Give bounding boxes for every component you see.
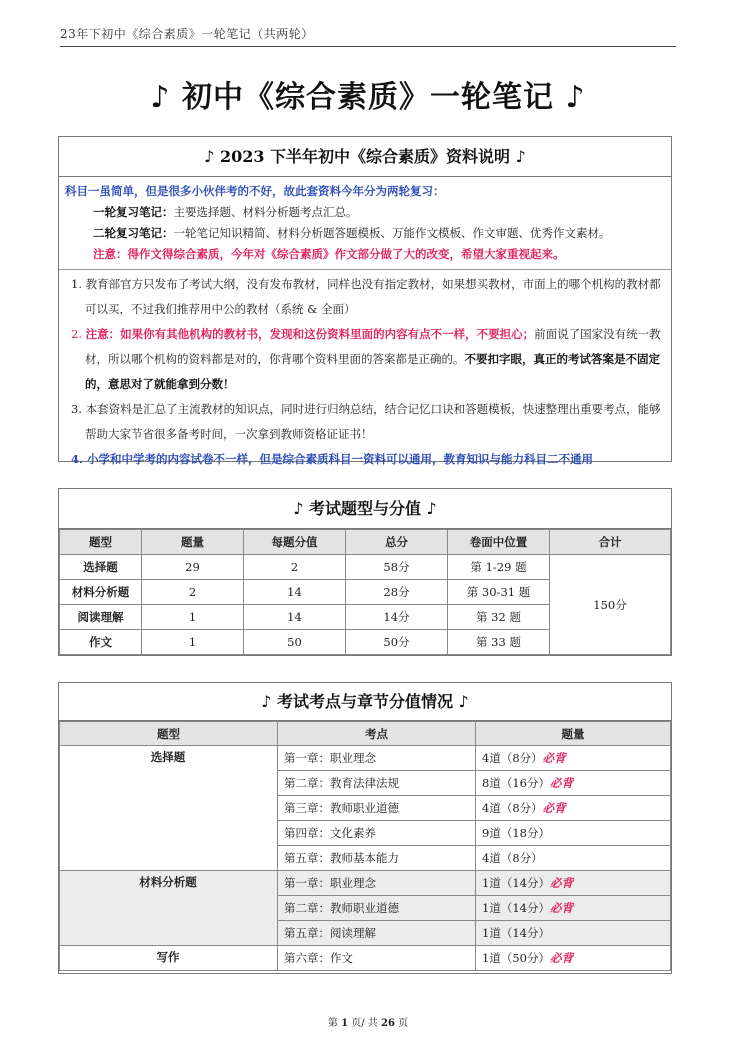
chapter-count: 4道（8分）: [482, 751, 543, 765]
score-cell: 14分: [346, 605, 448, 630]
review-rounds-section: [59, 177, 671, 270]
table-row: [60, 871, 671, 896]
chapter-count: 1道（14分）: [482, 926, 550, 940]
intro-box: [58, 136, 672, 466]
must-memorize-tag: 必背: [542, 801, 566, 815]
must-memorize-tag: 必背: [542, 751, 566, 765]
note-item-1: 1. 教育部官方只发布了考试大纲，没有发布教材，同样也没有指定教材，如果想买教材，市面上的哪个机构的教材都可以买，不过我们推荐用中公的教材（系统 & 全面）: [71, 277, 661, 316]
footer-total-pages: 26: [380, 1018, 395, 1029]
chapter-count: 9道（18分）: [482, 826, 550, 840]
chapter-point-cell: 第二章：教育法律法规: [278, 771, 476, 796]
score-total: 150分: [550, 555, 671, 655]
page-header: 23年下初中《综合素质》一轮笔记（共两轮）: [60, 25, 676, 47]
score-cell: 1: [142, 605, 244, 630]
score-col-header: 题型: [60, 530, 142, 555]
round1-line: [65, 202, 665, 223]
note-item-2: [65, 322, 665, 397]
page-title: ♪ 初中《综合素质》一轮笔记 ♪: [150, 80, 586, 115]
score-table-title: ♪ 考试题型与分值 ♪: [59, 489, 671, 529]
chapter-count-cell: [476, 771, 671, 796]
score-col-header: 总分: [346, 530, 448, 555]
score-cell: 50分: [346, 630, 448, 655]
chapter-point-cell: 第六章：作文: [278, 946, 476, 971]
score-col-header: 合计: [550, 530, 671, 555]
note-item-2-emphasis: 不要扣字眼，真正的考试答案是不固定的，意思对了就能拿到分数！: [85, 352, 660, 391]
chapter-count-cell: [476, 746, 671, 771]
chapter-count-cell: [476, 846, 671, 871]
page-footer: [0, 1014, 736, 1029]
chapter-col-header: 题量: [476, 722, 671, 746]
note-item-4: 4. 小学和中学考的内容试卷不一样，但是综合素质科目一资料可以通用，教育知识与能力科目二不通用: [71, 452, 594, 466]
table-row: [60, 555, 671, 580]
intro-lead: 科目一虽简单，但是很多小伙伴考的不好，故此套资料今年分为两轮复习：: [65, 184, 445, 198]
score-cell: 第 1-29 题: [448, 555, 550, 580]
must-memorize-tag: 必背: [549, 876, 573, 890]
chapter-count: 1道（14分）: [482, 901, 550, 915]
score-cell: 14: [244, 605, 346, 630]
chapter-point-cell: 第一章：职业理念: [278, 871, 476, 896]
note-item-3: 3. 本套资料是汇总了主流教材的知识点，同时进行归纳总结，结合记忆口诀和答题模板，快速整理出重要考点，能够帮助大家节省很多备考时间，一次拿到教师资格证证书！: [71, 402, 661, 441]
score-cell: 1: [142, 630, 244, 655]
chapter-count: 1道（50分）: [482, 951, 550, 965]
score-table: [59, 529, 671, 655]
chapter-count: 8道（16分）: [482, 776, 550, 790]
note-item-2-num: 2.: [71, 327, 86, 341]
chapter-point-cell: 第三章：教师职业道德: [278, 796, 476, 821]
score-cell: 29: [142, 555, 244, 580]
chapter-point-cell: 第一章：职业理念: [278, 746, 476, 771]
score-cell: 58分: [346, 555, 448, 580]
chapter-point-cell: 第五章：阅读理解: [278, 921, 476, 946]
chapter-count-cell: [476, 821, 671, 846]
chapter-type-cell: 选择题: [60, 746, 278, 871]
score-cell-type: 作文: [60, 630, 142, 655]
chapter-point-cell: 第四章：文化素养: [278, 821, 476, 846]
must-memorize-tag: 必背: [549, 951, 573, 965]
score-cell: 第 33 题: [448, 630, 550, 655]
table-row: [60, 946, 671, 971]
round2-text: 一轮笔记知识精简、材料分析题答题模板、万能作文模板、作文审题、优秀作文素材。: [173, 226, 611, 240]
chapter-count: 4道（8分）: [482, 851, 543, 865]
round1-text: 主要选择题、材料分析题考点汇总。: [173, 205, 358, 219]
score-cell: 第 30-31 题: [448, 580, 550, 605]
chapter-count: 4道（8分）: [482, 801, 543, 815]
score-table-box: [58, 488, 672, 656]
score-col-header: 卷面中位置: [448, 530, 550, 555]
chapter-table: [59, 721, 671, 971]
score-cell-type: 选择题: [60, 555, 142, 580]
note-item-2-warning: 注意：如果你有其他机构的教材书，发现和这份资料里面的内容有点不一样，不要担心；: [85, 327, 535, 341]
chapter-table-title: ♪ 考试考点与章节分值情况 ♪: [59, 683, 671, 721]
chapter-type-cell: 材料分析题: [60, 871, 278, 946]
chapter-count-cell: [476, 896, 671, 921]
chapter-table-box: [58, 682, 672, 974]
chapter-point-cell: 第五章：教师基本能力: [278, 846, 476, 871]
round1-label: 一轮复习笔记：: [93, 205, 174, 219]
score-cell-type: 阅读理解: [60, 605, 142, 630]
chapter-count-cell: [476, 921, 671, 946]
round2-line: [65, 223, 665, 244]
footer-page-number: 1: [341, 1018, 349, 1029]
chapter-point-cell: 第二章：教师职业道德: [278, 896, 476, 921]
round2-label: 二轮复习笔记：: [93, 226, 174, 240]
must-memorize-tag: 必背: [549, 776, 573, 790]
note-item-2-text: 前面说了国家没有统一教材，所以哪个机构的资料都是对的，你背哪个资料里面的答案都是正确的。: [85, 327, 661, 366]
chapter-count-cell: [476, 946, 671, 971]
score-cell: 28分: [346, 580, 448, 605]
score-col-header: 每题分值: [244, 530, 346, 555]
chapter-count: 1道（14分）: [482, 876, 550, 890]
score-cell: 14: [244, 580, 346, 605]
chapter-type-cell: 写作: [60, 946, 278, 971]
score-cell: 50: [244, 630, 346, 655]
chapter-col-header: 题型: [60, 722, 278, 746]
score-cell: 第 32 题: [448, 605, 550, 630]
essay-note: 注意：得作文得综合素质，今年对《综合素质》作文部分做了大的改变，希望大家重视起来。: [93, 247, 565, 261]
score-cell: 2: [142, 580, 244, 605]
intro-title: ♪ 2023 下半年初中《综合素质》资料说明 ♪: [59, 137, 671, 177]
chapter-count-cell: [476, 871, 671, 896]
must-memorize-tag: 必背: [549, 901, 573, 915]
chapter-count-cell: [476, 796, 671, 821]
footer-suffix: 页: [398, 1018, 409, 1029]
score-cell-type: 材料分析题: [60, 580, 142, 605]
footer-sep: 页/ 共: [351, 1018, 378, 1029]
score-col-header: 题量: [142, 530, 244, 555]
notes-list: [59, 270, 671, 472]
table-row: [60, 746, 671, 771]
chapter-col-header: 考点: [278, 722, 476, 746]
score-cell: 2: [244, 555, 346, 580]
footer-page-label: 第: [327, 1018, 338, 1029]
